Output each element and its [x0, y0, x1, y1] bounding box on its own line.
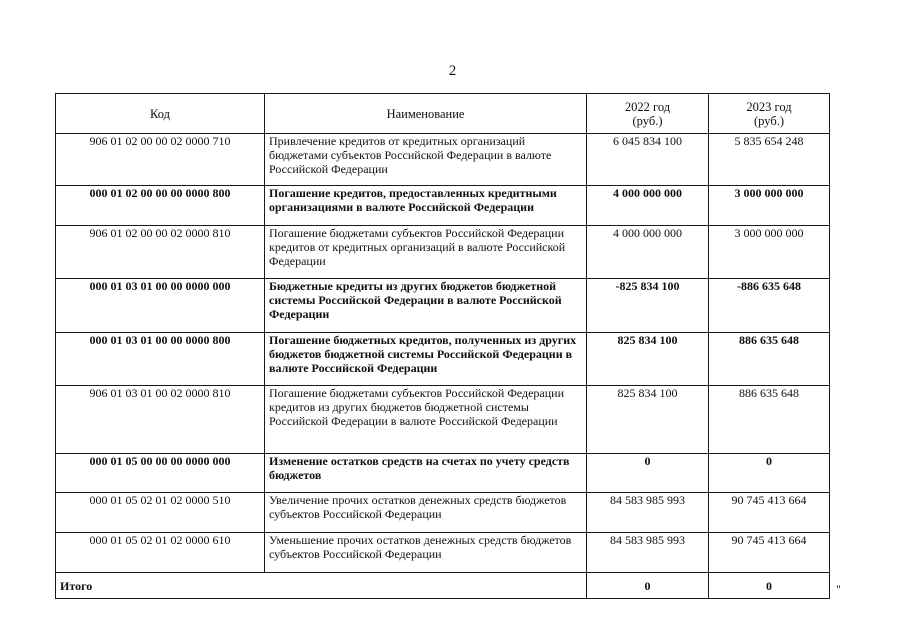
- row-name: Погашение бюджетами субъектов Российской Федерации кредитов из других бюджетов бюджетной системы Российской Федерации в валюте Российской Федерации: [265, 386, 587, 454]
- row-code: 906 01 02 00 00 02 0000 810: [56, 226, 265, 279]
- row-name: Изменение остатков средств на счетах по учету средств бюджетов: [265, 454, 587, 493]
- row-value-2022: -825 834 100: [587, 279, 709, 333]
- row-code: 000 01 05 02 01 02 0000 610: [56, 533, 265, 573]
- header-2022: [587, 94, 709, 134]
- table-row: [56, 333, 830, 386]
- row-value-2022: 84 583 985 993: [587, 533, 709, 573]
- row-name: Погашение кредитов, предоставленных кредитными организациями в валюте Российской Федерации: [265, 186, 587, 226]
- table-row: [56, 533, 830, 573]
- total-row: [56, 573, 830, 599]
- row-value-2023: 3 000 000 000: [709, 226, 830, 279]
- row-code: 000 01 03 01 00 00 0000 000: [56, 279, 265, 333]
- row-value-2022: 6 045 834 100: [587, 134, 709, 186]
- total-value-2023: 0: [709, 573, 830, 599]
- row-value-2023: 886 635 648: [709, 386, 830, 454]
- table-header-row: [56, 94, 830, 134]
- row-name: Привлечение кредитов от кредитных организаций бюджетами субъектов Российской Федерации в валюте Российской Федерации: [265, 134, 587, 186]
- row-code: 000 01 05 02 01 02 0000 510: [56, 493, 265, 533]
- row-value-2023: 3 000 000 000: [709, 186, 830, 226]
- header-2023-unit: (руб.): [754, 113, 784, 128]
- header-2023: [709, 94, 830, 134]
- header-2022-year: 2022 год: [624, 99, 671, 114]
- row-value-2022: 4 000 000 000: [587, 226, 709, 279]
- row-value-2022: 0: [587, 454, 709, 493]
- row-code: 906 01 02 00 00 02 0000 710: [56, 134, 265, 186]
- table-row: [56, 386, 830, 454]
- row-code: 000 01 05 00 00 00 0000 000: [56, 454, 265, 493]
- row-code: 906 01 03 01 00 02 0000 810: [56, 386, 265, 454]
- header-name: Наименование: [265, 94, 587, 134]
- closing-quote: ": [836, 582, 841, 596]
- table-row: [56, 279, 830, 333]
- row-name: Погашение бюджетных кредитов, полученных из других бюджетов бюджетной системы Российской Федерации в валюте Российской Федерации: [265, 333, 587, 386]
- table-row: [56, 186, 830, 226]
- row-name: Погашение бюджетами субъектов Российской Федерации кредитов от кредитных организаций в валюте Российской Федерации: [265, 226, 587, 279]
- row-name: Бюджетные кредиты из других бюджетов бюджетной системы Российской Федерации в валюте Российской Федерации: [265, 279, 587, 333]
- row-value-2022: 825 834 100: [587, 386, 709, 454]
- table-row: [56, 493, 830, 533]
- total-value-2022: 0: [587, 573, 709, 599]
- row-value-2022: 4 000 000 000: [587, 186, 709, 226]
- total-label: Итого: [56, 573, 587, 599]
- row-name: Увеличение прочих остатков денежных средств бюджетов субъектов Российской Федерации: [265, 493, 587, 533]
- budget-table: [55, 93, 830, 599]
- row-value-2022: 84 583 985 993: [587, 493, 709, 533]
- header-code: Код: [56, 94, 265, 134]
- row-value-2023: -886 635 648: [709, 279, 830, 333]
- page-number: 2: [448, 63, 457, 79]
- table-row: [56, 226, 830, 279]
- row-code: 000 01 03 01 00 00 0000 800: [56, 333, 265, 386]
- row-value-2023: 5 835 654 248: [709, 134, 830, 186]
- header-2023-year: 2023 год: [746, 99, 792, 114]
- row-code: 000 01 02 00 00 00 0000 800: [56, 186, 265, 226]
- row-value-2023: 0: [709, 454, 830, 493]
- row-value-2023: 90 745 413 664: [709, 493, 830, 533]
- header-2022-unit: (руб.): [632, 113, 663, 128]
- table-row: [56, 134, 830, 186]
- row-value-2022: 825 834 100: [587, 333, 709, 386]
- row-name: Уменьшение прочих остатков денежных средств бюджетов субъектов Российской Федерации: [265, 533, 587, 573]
- row-value-2023: 90 745 413 664: [709, 533, 830, 573]
- table-row: [56, 454, 830, 493]
- row-value-2023: 886 635 648: [709, 333, 830, 386]
